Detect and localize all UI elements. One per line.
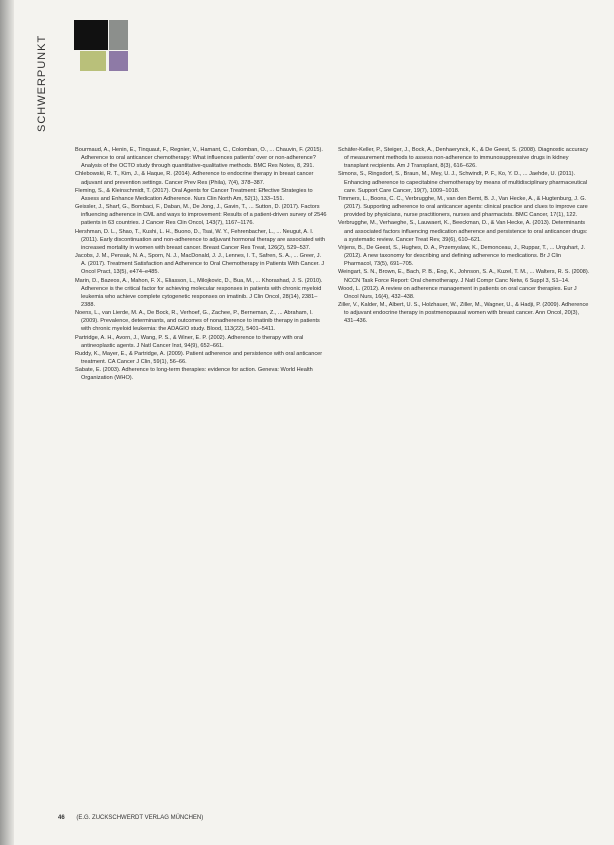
logo-square-black <box>74 20 108 50</box>
section-label-vertical <box>36 22 50 132</box>
logo-square-green <box>80 51 106 71</box>
logo-square-gray <box>109 20 128 50</box>
reference-entry: Marin, D., Bazeos, A., Mahon, F. X., Eliasson, L., Milojkovic, D., Bua, M., ... Khorashad, J. S. (2010). Adherence is the critical factor for achieving molecular responses in patients with chronic myeloid leukemia who achieve complete cytogenetic responses on imatinib. J Clin Oncol, 28(14), 2381–2388. <box>75 277 323 308</box>
reference-entry: Ziller, V., Kalder, M., Albert, U. S., Holzhauer, W., Ziller, M., Wagner, U., & Hadji, P. (2009). Adherence to adjuvant endocrine therapy in postmenopausal women with breast cancer. Ann Oncol, 20(3), 431–436. <box>338 301 589 325</box>
reference-entry: Timmers, L., Boons, C. C., Verbrugghe, M., van den Bemt, B. J., Van Hecke, A., & Hugtenburg, J. G. (2017). Supporting adherence to oral anticancer agents: clinical practice and clues to improve care provided by physicians, nurse practitioners, nurses and pharmacists. BMC Cancer, 17(1), 122. <box>338 195 588 219</box>
reference-entry: Fleming, S., & Kleinschmidt, T. (2017). Oral Agents for Cancer Treatment: Effective Strategies to Assess and Enhance Medication Adherence. Nurs Clin North Am, 52(1), 133–151. <box>75 187 313 202</box>
section-logo <box>74 20 128 72</box>
reference-entry: Vrijens, B., De Geest, S., Hughes, D. A., Przemyslaw, K., Demonceau, J., Ruppar, T., ... Urquhart, J. (2012). A new taxonomy for describing and defining adherence to medications. Br J Clin Pharmacol, 73(5), 691–705. <box>338 244 586 268</box>
reference-entry: Chlebowski, R. T., Kim, J., & Haque, R. (2014). Adherence to endocrine therapy in breast cancer adjuvant and prevention settings. Cancer Prev Res (Phila), 7(4), 378–387. <box>75 171 314 186</box>
page-spine-shadow <box>0 0 14 845</box>
reference-entry: Schäfer-Keller, P., Steiger, J., Bock, A., Denhaerynck, K., & De Geest, S. (2008). Diagnostic accuracy of measurement methods to assess non-adherence to immunosuppressive drugs in kidney transplant recipients. Am J Transplant, 8(3), 616–626. <box>338 147 589 170</box>
reference-entry: Jacobs, J. M., Pensak, N. A., Sporn, N. J., MacDonald, J. J., Lennes, I. T., Safren, S. A., ... Greer, J. A. (2017). Treatment Satisfaction and Adherence to Oral Chemotherapy in Patients With Cancer. J Oncol Pract, 13(5), e474–e485. <box>75 253 325 276</box>
reference-entry: Hershman, D. L., Shao, T., Kushi, L. H., Buono, D., Tsai, W. Y., Fehrenbacher, L., ... Neugut, A. I. (2011). Early discontinuation and non-adherence to adjuvant hormonal therapy are associated with increased mortality in women with breast cancer. Breast Cancer Res Treat, 126(2), 529–537. <box>75 228 325 251</box>
reference-entry: Weingart, S. N., Brown, E., Bach, P. B., Eng, K., Johnson, S. A., Kuzel, T. M., ... Walters, R. S. (2008). NCCN Task Force Report: Oral chemotherapy. J Natl Compr Canc Netw, 6 Suppl 3, S1–14. <box>338 269 590 284</box>
reference-entry: Noens, L., van Lierde, M. A., De Bock, R., Verhoef, G., Zachee, P., Berneman, Z., ... Abraham, I. (2009). Prevalence, determinants, and outcomes of nonadherence to imatinib therapy in patients with chronic myeloid leukemia: the ADAGIO study. Blood, 113(22), 5401–5411. <box>75 310 320 333</box>
publisher-line: (E.G. ZUCKSCHWERDT VERLAG MÜNCHEN) <box>76 815 204 821</box>
reference-entry: Geissler, J., Sharf, G., Bombaci, F., Daban, M., De Jong, J., Gavin, T., ... Sutton, D. (2017). Factors influencing adherence in CML and ways to improvement: Results of a patient-driven survey of 2546 patients in 63 countries. J Cancer Res Clin Oncol, 143(7), 1167–1176. <box>75 204 327 227</box>
reference-entry: Sabate, E. (2003). Adherence to long-term therapies: evidence for action. Geneva: World Health Organization (WHO). <box>75 367 313 382</box>
logo-square-purple <box>109 51 128 71</box>
references-right-column <box>338 146 590 325</box>
reference-entry: Simons, S., Ringsdorf, S., Braun, M., Mey, U. J., Schwindt, P. F., Ko, Y. D., ... Jaehde, U. (2011). Enhancing adherence to capecitabine chemotherapy by means of multidisciplinary pharmaceutical care. Support Care Cancer, 19(7), 1009–1018. <box>338 171 588 194</box>
page-number: 46 <box>58 815 65 821</box>
page-footer <box>58 815 203 821</box>
section-label: SCHWERPUNKT <box>36 34 48 132</box>
reference-entry: Bourmaud, A., Henin, E., Tinquaut, F., Regnier, V., Hamant, C., Colomban, O., ... Chauvin, F. (2015). Adherence to oral anticancer chemotherapy: What influences patients' over or non-adherence? Analysis of the OCTO study through quantitative-qualitative methods. BMC Res Notes, 8, 291. <box>75 147 323 170</box>
reference-entry: Partridge, A. H., Avorn, J., Wang, P. S., & Winer, E. P. (2002). Adherence to therapy with oral antineoplastic agents. J Natl Cancer Inst, 94(9), 652–661. <box>75 334 304 349</box>
reference-entry: Ruddy, K., Mayer, E., & Partridge, A. (2009). Patient adherence and persistence with oral anticancer treatment. CA Cancer J Clin, 59(1), 56–66. <box>75 350 323 366</box>
reference-entry: Verbrugghe, M., Verhaeghe, S., Lauwaert, K., Beeckman, D., & Van Hecke, A. (2013). Determinants and associated factors influencing medication adherence and persistence to oral anticancer drugs: a systematic review. Cancer Treat Rev, 39(6), 610–621. <box>338 220 588 243</box>
references-left-column <box>75 146 327 383</box>
reference-entry: Wood, L. (2012). A review on adherence management in patients on oral cancer therapies. Eur J Oncol Nurs, 16(4), 432–438. <box>338 285 577 300</box>
